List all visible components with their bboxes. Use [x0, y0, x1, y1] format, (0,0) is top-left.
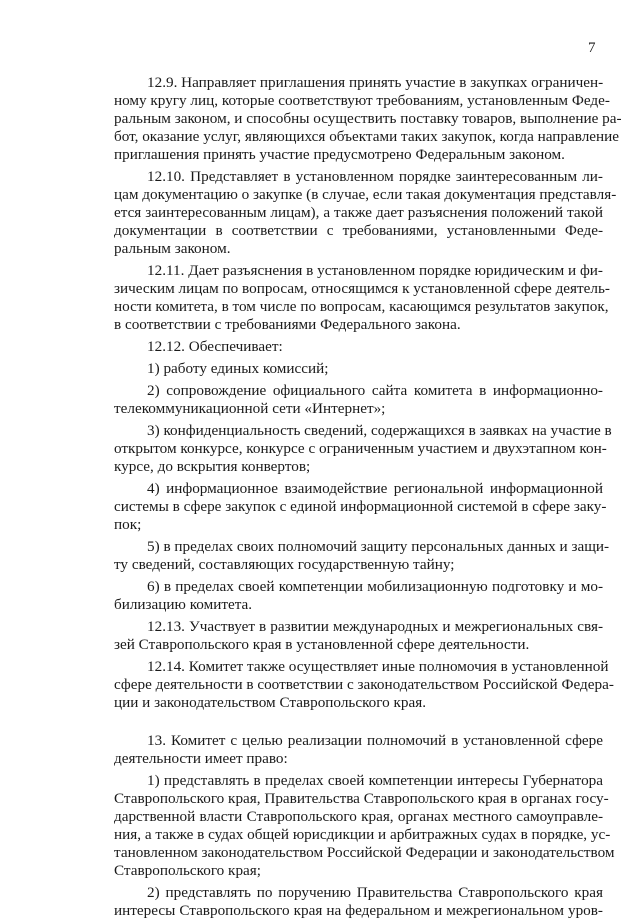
text-line: тановленном законодательством Российской Федерации и законодательством [114, 844, 615, 861]
text-line: цам документацию о закупке (в случае, если такая документация представля- [114, 186, 617, 203]
page-number: 7 [588, 40, 596, 56]
text-line: интересы Ставропольского края на федеральном и межрегиональном уров- [114, 902, 603, 919]
text-line: телекоммуникационной сети «Интернет»; [114, 400, 386, 417]
text-line: пок; [114, 516, 142, 533]
text-line: ния, а также в судах общей юрисдикции и арбитражных судах в порядке, ус- [114, 826, 611, 843]
text-line: 1) работу единых комиссий; [147, 360, 329, 377]
text-line: 13. Комитет с целью реализации полномочий в установленной сфере [147, 732, 603, 749]
text-line: бот, оказание услуг, являющихся объектами таких закупок, когда направление [114, 128, 620, 145]
text-line: ральным законом, и способны осуществить поставку товаров, выполнение ра- [114, 110, 622, 127]
text-line: 2) представлять по поручению Правительства Ставропольского края [147, 884, 603, 901]
text-line: Ставропольского края, Правительства Ставропольского края в органах госу- [114, 790, 609, 807]
text-line: 5) в пределах своих полномочий защиту персональных данных и защи- [147, 538, 610, 555]
text-line: 3) конфиденциальность сведений, содержащихся в заявках на участие в [147, 422, 612, 439]
text-line: курсе, до вскрытия конвертов; [114, 458, 311, 475]
text-line: ту сведений, составляющих государственную тайну; [114, 556, 455, 573]
text-line: 12.11. Дает разъяснения в установленном порядке юридическим и фи- [147, 262, 603, 279]
text-line: 4) информационное взаимодействие региональной информационной [147, 480, 603, 497]
text-line: 12.9. Направляет приглашения принять участие в закупках ограничен- [147, 74, 604, 91]
text-line: ции и законодательством Ставропольского края. [114, 694, 427, 711]
text-line: открытом конкурсе, конкурсе с ограниченным участием и двухэтапном кон- [114, 440, 607, 457]
text-line: ности комитета, в том числе по вопросам, касающимся результатов закупок, [114, 298, 609, 315]
text-line: Ставропольского края; [114, 862, 261, 879]
text-line: ется заинтересованным лицам), а также дает разъяснения положений такой [114, 204, 603, 221]
text-line: приглашения принять участие предусмотрено Федеральным законом. [114, 146, 565, 163]
text-line: дарственной власти Ставропольского края, органах местного самоуправле- [114, 808, 603, 825]
text-line: билизацию комитета. [114, 596, 253, 613]
text-line: 12.12. Обеспечивает: [147, 338, 283, 355]
text-line: 6) в пределах своей компетенции мобилизационную подготовку и мо- [147, 578, 603, 595]
text-line: деятельности имеет право: [114, 750, 288, 767]
text-line: зей Ставропольского края в установленной сфере деятельности. [114, 636, 530, 653]
text-line: в соответствии с требованиями Федерального закона. [114, 316, 461, 333]
text-line: ному кругу лиц, которые соответствуют требованиям, установленным Феде- [114, 92, 610, 109]
text-line: системы в сфере закупок с единой информационной системой в сфере заку- [114, 498, 607, 515]
text-line: 12.14. Комитет также осуществляет иные полномочия в установленной [147, 658, 609, 675]
text-line: 12.13. Участвует в развитии международных и межрегиональных свя- [147, 618, 603, 635]
text-line: зическим лицам по вопросам, относящимся к установленной сфере деятель- [114, 280, 610, 297]
text-line: ральным законом. [114, 240, 231, 257]
text-line: 2) сопровождение официального сайта комитета в информационно- [147, 382, 603, 399]
text-line: 12.10. Представляет в установленном порядке заинтересованным ли- [147, 168, 603, 185]
text-line: 1) представлять в пределах своей компетенции интересы Губернатора [147, 772, 603, 789]
text-line: сфере деятельности в соответствии с законодательством Российской Федера- [114, 676, 614, 693]
text-line: документации в соответствии с требованиями, установленными Феде- [114, 222, 603, 239]
